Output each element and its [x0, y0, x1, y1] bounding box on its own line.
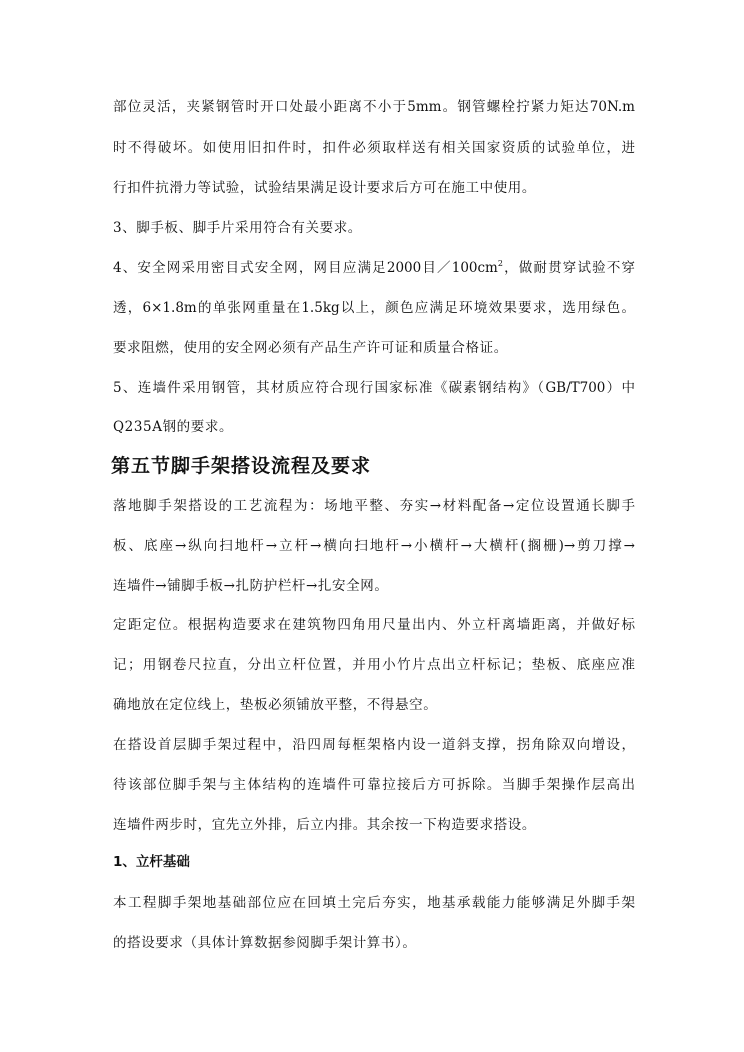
text-line	[113, 258, 635, 278]
text-line: 透，6×1.8m的单张网重量在1.5kg以上，颜色应满足环境效果要求，选用绿色。	[113, 300, 635, 316]
superscript: 2	[497, 259, 503, 268]
text-line: 定距定位。根据构造要求在建筑物四角用尺量出内、外立杆离墙距离，并做好标	[113, 617, 635, 633]
text-fragment: 4、安全网采用密目式安全网，网目应满足2000目／100cm	[113, 260, 498, 276]
text-line: 连墙件→铺脚手板→扎防护栏杆→扎安全网。	[113, 578, 389, 594]
section-heading: 第五节脚手架搭设流程及要求	[111, 455, 372, 477]
text-line: 连墙件两步时，宜先立外排，后立内排。其余按一下构造要求搭设。	[113, 817, 536, 833]
text-line: 确地放在定位线上，垫板必须铺放平整，不得悬空。	[113, 697, 438, 713]
text-line: 时不得破坏。如使用旧扣件时，扣件必须取样送有相关国家资质的试验单位，进	[113, 140, 635, 156]
text-line: 记；用钢卷尺拉直，分出立杆位置，并用小竹片点出立杆标记；垫板、底座应准	[113, 657, 635, 673]
text-line: 5、连墙件采用钢管，其材质应符合现行国家标准《碳素钢结构》（GB/T700）中	[113, 380, 635, 396]
text-line: Q235A钢的要求。	[113, 419, 234, 435]
text-line: 本工程脚手架地基础部位应在回填土完后夯实，地基承载能力能够满足外脚手架	[113, 895, 635, 911]
text-line: 3、脚手板、脚手片采用符合有关要求。	[113, 220, 362, 236]
text-line: 待该部位脚手架与主体结构的连墙件可靠拉接后方可拆除。当脚手架操作层高出	[113, 777, 635, 793]
text-line: 板、底座→纵向扫地杆→立杆→横向扫地杆→小横杆→大横杆(搁栅)→剪刀撑→	[113, 538, 635, 554]
text-line: 在搭设首层脚手架过程中，沿四周每框架格内设一道斜支撑，拐角除双向增设，	[113, 737, 635, 753]
text-line: 落地脚手架搭设的工艺流程为：场地平整、夯实→材料配备→定位设置通长脚手	[113, 498, 635, 514]
text-line: 部位灵活，夹紧钢管时开口处最小距离不小于5mm。钢管螺栓拧紧力矩达70N.m	[113, 99, 635, 115]
text-fragment: ，做耐贯穿试验不穿	[502, 260, 635, 276]
text-line: 的搭设要求（具体计算数据参阅脚手架计算书）。	[113, 935, 417, 951]
text-line: 要求阻燃，使用的安全网必须有产品生产许可证和质量合格证。	[113, 340, 508, 356]
subsection-heading: 1、立杆基础	[113, 854, 190, 870]
text-line: 行扣件抗滑力等试验，试验结果满足设计要求后方可在施工中使用。	[113, 180, 536, 196]
